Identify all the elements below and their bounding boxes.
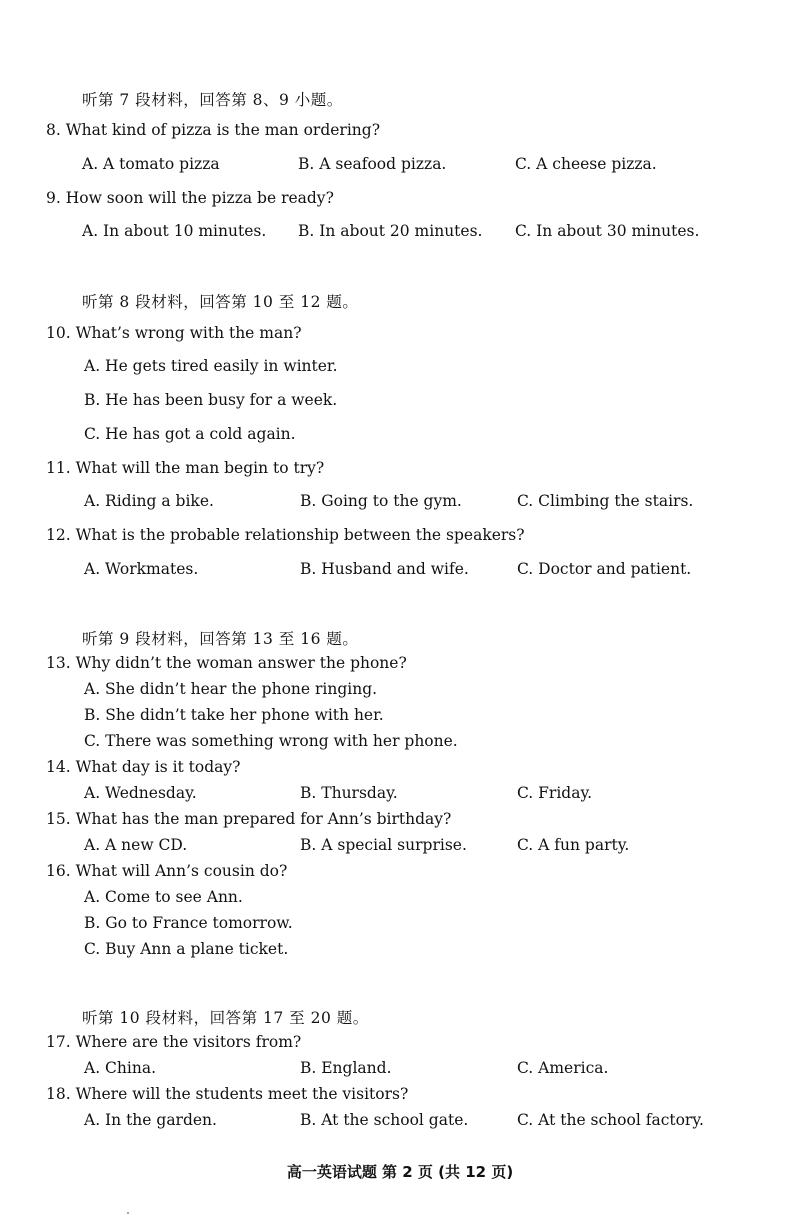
section-header: 听第 7 段材料，回答第 8、9 小题。 (82, 91, 343, 109)
section-header: 听第 9 段材料，回答第 13 至 16 题。 (82, 630, 359, 648)
option-16a: A. Come to see Ann. (84, 888, 243, 906)
question-10: 10. What’s wrong with the man? (46, 324, 302, 342)
option-10c: C. He has got a cold again. (84, 425, 296, 443)
question-9: 9. How soon will the pizza be ready? (46, 189, 334, 207)
question-14: 14. What day is it today? (46, 758, 241, 776)
option-17a: A. China. (84, 1059, 156, 1077)
option-10b: B. He has been busy for a week. (84, 391, 338, 409)
option-15a: A. A new CD. (84, 836, 188, 854)
option-13b: B. She didn’t take her phone with her. (84, 706, 384, 724)
question-13: 13. Why didn’t the woman answer the phone? (46, 654, 407, 672)
scan-speck (127, 1212, 129, 1214)
option-14a: A. Wednesday. (84, 784, 197, 802)
option-9a: A. In about 10 minutes. (82, 222, 267, 240)
question-15: 15. What has the man prepared for Ann’s birthday? (46, 810, 452, 828)
option-18c: C. At the school factory. (517, 1111, 704, 1129)
question-8: 8. What kind of pizza is the man ordering? (46, 121, 380, 139)
section-header: 听第 8 段材料，回答第 10 至 12 题。 (82, 293, 359, 311)
option-9b: B. In about 20 minutes. (298, 222, 483, 240)
option-11b: B. Going to the gym. (300, 492, 462, 510)
option-8c: C. A cheese pizza. (515, 155, 657, 173)
question-16: 16. What will Ann’s cousin do? (46, 862, 288, 880)
question-17: 17. Where are the visitors from? (46, 1033, 302, 1051)
option-13a: A. She didn’t hear the phone ringing. (84, 680, 378, 698)
option-15c: C. A fun party. (517, 836, 630, 854)
option-13c: C. There was something wrong with her phone. (84, 732, 458, 750)
option-16c: C. Buy Ann a plane ticket. (84, 940, 289, 958)
question-11: 11. What will the man begin to try? (46, 459, 325, 477)
option-14b: B. Thursday. (300, 784, 398, 802)
option-8b: B. A seafood pizza. (298, 155, 447, 173)
option-11c: C. Climbing the stairs. (517, 492, 694, 510)
option-17c: C. America. (517, 1059, 609, 1077)
question-18: 18. Where will the students meet the visitors? (46, 1085, 409, 1103)
option-16b: B. Go to France tomorrow. (84, 914, 293, 932)
option-12b: B. Husband and wife. (300, 560, 469, 578)
option-9c: C. In about 30 minutes. (515, 222, 700, 240)
page-footer: 高一英语试题 第 2 页 (共 12 页) (286, 1163, 514, 1181)
option-12c: C. Doctor and patient. (517, 560, 692, 578)
option-12a: A. Workmates. (84, 560, 199, 578)
question-12: 12. What is the probable relationship between the speakers? (46, 526, 525, 544)
option-11a: A. Riding a bike. (84, 492, 214, 510)
option-8a: A. A tomato pizza (82, 155, 220, 173)
option-15b: B. A special surprise. (300, 836, 467, 854)
option-17b: B. England. (300, 1059, 392, 1077)
option-14c: C. Friday. (517, 784, 593, 802)
option-10a: A. He gets tired easily in winter. (84, 357, 338, 375)
section-header: 听第 10 段材料，回答第 17 至 20 题。 (82, 1009, 369, 1027)
option-18b: B. At the school gate. (300, 1111, 469, 1129)
option-18a: A. In the garden. (84, 1111, 217, 1129)
